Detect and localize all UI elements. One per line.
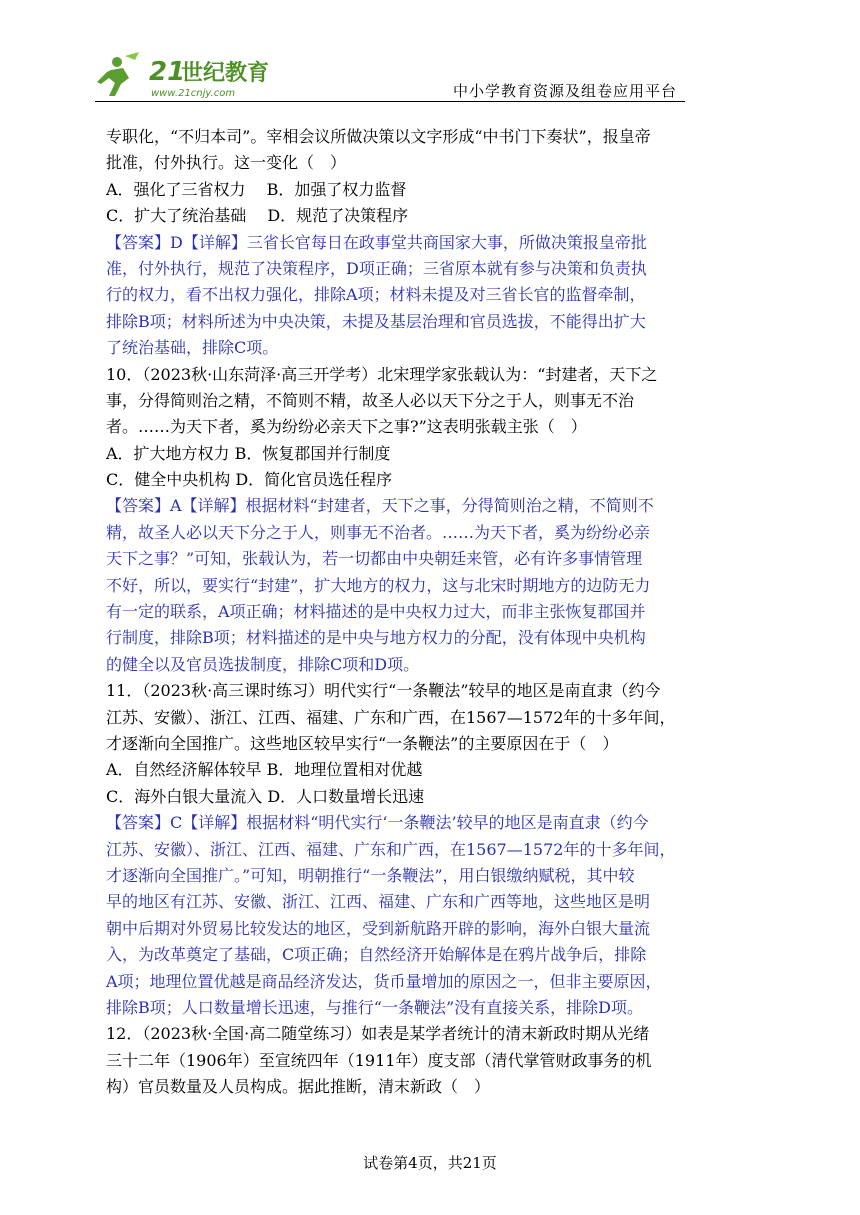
header-rule: [95, 101, 685, 102]
answer-line: 精，故圣人必以天下分之于人，则事无不治者。……为天下者，奚为纷纷必亲: [106, 522, 651, 542]
question-line: 事，分得简则治之精，不简则不精，故圣人必以天下分之于人，则事无不治: [106, 390, 635, 410]
answer-line: 了统治基础，排除C项。: [106, 338, 279, 358]
question-line: 者。……为天下者，奚为纷纷必亲天下之事?”这表明张载主张（ ）: [106, 417, 587, 437]
logo: [95, 50, 295, 102]
answer-line: 早的地区有江苏、安徽、浙江、江西、福建、广东和广西等地，这些地区是明: [106, 892, 651, 912]
answer-line: 入，为改革奠定了基础，C项正确；自然经济开始解体是在鸦片战争后，排除: [106, 945, 647, 965]
answer-line: 准，付外执行，规范了决策程序，D项正确；三省原本就有参与决策和负责执: [106, 258, 647, 278]
question-line: A．扩大地方权力 B．恢复郡国并行制度: [106, 443, 391, 463]
question-line: A．自然经济解体较早 B．地理位置相对优越: [106, 760, 423, 780]
question-line: 11．（2023秋·高三课时练习）明代实行“一条鞭法”较早的地区是南直隶（约今: [106, 681, 661, 701]
question-line: 12．（2023秋·全国·高二随堂练习）如表是某学者统计的清末新政时期从光绪: [106, 1024, 650, 1044]
question-line: C．健全中央机构 D．简化官员选任程序: [106, 470, 393, 490]
answer-line: 排除B项；人口数量增长迅速，与推行“一条鞭法”没有直接关系，排除D项。: [106, 997, 643, 1017]
logo-url: www.21cnjy.com: [151, 88, 236, 99]
answer-line: 有一定的联系，A项正确；材料描述的是中央权力过大，而非主张恢复郡国并: [106, 602, 646, 622]
question-line: 专职化，“不归本司”。宰相会议所做决策以文字形成“中书门下奏状”，报皇帝: [106, 127, 651, 146]
answer-line: 的健全以及官员选拔制度，排除C项和D项。: [106, 654, 420, 674]
answer-line: 【答案】C【详解】根据材料“明代实行‘一条鞭法’较早的地区是南直隶（约今: [106, 813, 649, 833]
page-header: [95, 50, 685, 106]
question-line: 批准，付外执行。这一变化（ ）: [106, 153, 347, 173]
answer-line: A项；地理位置优越是商品经济发达，货币量增加的原因之一，但非主要原因，: [106, 971, 662, 991]
answer-line: 行制度，排除B项；材料描述的是中央与地方权力的分配，没有体现中央机构: [106, 628, 646, 648]
answer-line: 才逐渐向全国推广。”可知，明朝推行“一条鞭法”，用白银缴纳赋税，其中较: [106, 865, 635, 885]
page-footer: 试卷第4页，共21页: [363, 1154, 497, 1172]
question-line: C．海外白银大量流入 D．人口数量增长迅速: [106, 786, 425, 806]
answer-line: 【答案】D【详解】三省长官每日在政事堂共商国家大事，所做决策报皇帝批: [106, 232, 647, 252]
answer-line: 【答案】A【详解】根据材料“封建者，天下之事，分得简则治之精，不简则不: [106, 496, 654, 516]
answer-line: 江苏、安徽）、浙江、江西、福建、广东和广西，在1567—1572年的十多年间，: [106, 839, 676, 859]
question-line: 江苏、安徽）、浙江、江西、福建、广东和广西，在1567—1572年的十多年间，: [106, 707, 676, 727]
logo-text: 世纪教育: [181, 61, 270, 86]
question-line: A．强化了三省权力 B．加强了权力监督: [106, 179, 407, 199]
platform-name: 中小学教育资源及组卷应用平台: [452, 82, 677, 100]
answer-line: 朝中后期对外贸易比较发达的地区，受到新航路开辟的影响，海外白银大量流: [106, 918, 651, 938]
answer-line: 不好，所以，要实行“封建”，扩大地方的权力，这与北宋时期地方的边防无力: [106, 575, 651, 595]
question-line: 10．（2023秋·山东菏泽·高三开学考）北宋理学家张载认为：“封建者，天下之: [106, 364, 658, 384]
question-line: 构）官员数量及人员构成。据此推断，清末新政（ ）: [106, 1077, 491, 1097]
document-body: [106, 124, 756, 1100]
answer-line: 行的权力，看不出权力强化，排除A项；材料未提及对三省长官的监督牵制，: [106, 285, 646, 305]
runner-icon: [97, 52, 139, 96]
svg-text:21: 21: [149, 57, 186, 87]
answer-line: 排除B项；材料所述为中央决策，未提及基层治理和官员选拔，不能得出扩大: [106, 311, 646, 331]
question-line: C．扩大了统治基础 D．规范了决策程序: [106, 206, 409, 226]
question-line: 才逐渐向全国推广。这些地区较早实行“一条鞭法”的主要原因在于（ ）: [106, 733, 619, 753]
question-line: 三十二年（1906年）至宣统四年（1911年）度支部（清代掌管财政事务的机: [106, 1050, 652, 1070]
answer-line: 天下之事？”可知，张载认为，若一切都由中央朝廷来管，必有许多事情管理: [106, 549, 643, 569]
